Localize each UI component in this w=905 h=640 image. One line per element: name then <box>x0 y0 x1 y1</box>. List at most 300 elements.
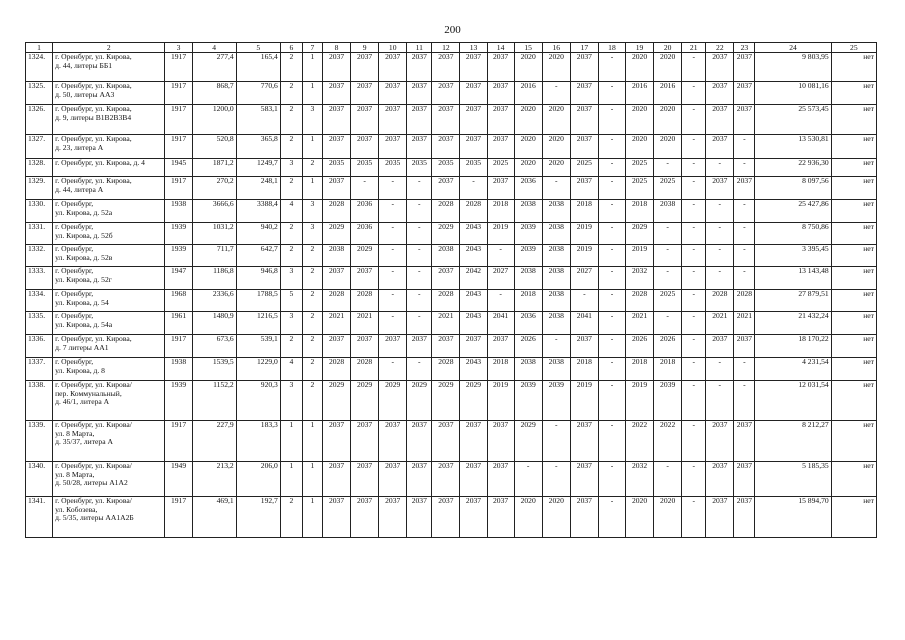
address-cell <box>53 105 165 135</box>
year-cell: - <box>407 267 432 290</box>
living-area-cell: 642,7 <box>236 245 280 267</box>
year-cell: 2020 <box>514 497 542 538</box>
year-cell: 2039 <box>542 381 570 421</box>
address-cell <box>53 381 165 421</box>
year-cell: - <box>514 462 542 497</box>
year-cell: - <box>682 462 706 497</box>
year-cell: 2037 <box>351 82 379 105</box>
address-line: г. Оренбург, ул. Кирова/ <box>55 496 132 505</box>
column-number: 10 <box>379 43 407 53</box>
year-cell: 2037 <box>460 82 487 105</box>
year-cell: - <box>734 358 755 381</box>
year-cell: - <box>407 177 432 200</box>
year-cell: 2037 <box>460 105 487 135</box>
year-cell: 2037 <box>379 135 407 159</box>
year-cell: 2021 <box>706 312 734 335</box>
year-cell: - <box>682 105 706 135</box>
entrances-cell: 1 <box>302 135 322 159</box>
table-row <box>26 290 877 312</box>
year-cell: 2018 <box>514 290 542 312</box>
year-cell: - <box>682 312 706 335</box>
year-cell: 2038 <box>542 312 570 335</box>
year-cell: 2037 <box>570 462 598 497</box>
living-area-cell: 248,1 <box>236 177 280 200</box>
address-cell <box>53 358 165 381</box>
year-cell: - <box>682 358 706 381</box>
year-cell: - <box>542 421 570 462</box>
year-cell: 2020 <box>654 53 682 82</box>
year-built-cell: 1917 <box>165 135 192 159</box>
year-cell: 2018 <box>487 358 514 381</box>
year-cell: - <box>598 421 625 462</box>
year-cell: 2020 <box>654 105 682 135</box>
year-cell: - <box>598 200 625 223</box>
year-cell: 2029 <box>460 381 487 421</box>
address-line: г. Оренбург, ул. Кирова, <box>55 334 132 343</box>
year-cell: - <box>706 381 734 421</box>
row-number-cell: 1338. <box>26 381 53 421</box>
cost-cell: 9 803,95 <box>755 53 831 82</box>
year-cell: 2020 <box>514 53 542 82</box>
year-cell: 2025 <box>654 177 682 200</box>
year-cell: 2037 <box>322 267 350 290</box>
year-cell: 2037 <box>706 82 734 105</box>
year-cell: 2037 <box>351 53 379 82</box>
floors-cell: 3 <box>280 381 302 421</box>
year-cell: 2037 <box>322 421 350 462</box>
year-cell: 2037 <box>460 335 487 358</box>
year-cell: 2037 <box>407 53 432 82</box>
year-cell: 2037 <box>432 462 460 497</box>
year-cell: 2029 <box>379 381 407 421</box>
year-cell: - <box>654 245 682 267</box>
cost-cell: 25 573,45 <box>755 105 831 135</box>
year-built-cell: 1949 <box>165 462 192 497</box>
flag-cell: нет <box>831 200 876 223</box>
entrances-cell: 1 <box>302 82 322 105</box>
year-cell: 2037 <box>487 462 514 497</box>
year-cell: 2035 <box>379 159 407 177</box>
year-cell: - <box>682 53 706 82</box>
year-cell: 2037 <box>351 105 379 135</box>
year-cell: 2037 <box>322 462 350 497</box>
living-area-cell: 583,1 <box>236 105 280 135</box>
year-cell: 2035 <box>407 159 432 177</box>
floors-cell: 2 <box>280 335 302 358</box>
year-built-cell: 1917 <box>165 53 192 82</box>
year-cell: - <box>682 421 706 462</box>
year-cell: - <box>682 223 706 245</box>
row-number-cell: 1333. <box>26 267 53 290</box>
year-cell: - <box>598 223 625 245</box>
year-cell: 2018 <box>487 200 514 223</box>
year-cell: 2037 <box>487 421 514 462</box>
year-cell: - <box>706 200 734 223</box>
year-cell: 2037 <box>432 177 460 200</box>
living-area-cell: 946,8 <box>236 267 280 290</box>
year-cell: 2025 <box>487 159 514 177</box>
address-line: д. 44, литера А <box>55 184 104 194</box>
year-cell: 2037 <box>460 135 487 159</box>
total-area-cell: 1200,0 <box>192 105 236 135</box>
table-row <box>26 267 877 290</box>
entrances-cell: 3 <box>302 105 322 135</box>
year-cell: - <box>487 290 514 312</box>
row-number-cell: 1326. <box>26 105 53 135</box>
total-area-cell: 2336,6 <box>192 290 236 312</box>
address-line: г. Оренбург, ул. Кирова, д. 4 <box>55 158 145 167</box>
entrances-cell: 1 <box>302 497 322 538</box>
living-area-cell: 1249,7 <box>236 159 280 177</box>
year-cell: 2042 <box>460 267 487 290</box>
year-cell: - <box>734 245 755 267</box>
table-row <box>26 82 877 105</box>
year-cell: 2019 <box>570 381 598 421</box>
address-line: ул. Кирова, д. 54 <box>55 297 109 307</box>
flag-cell: нет <box>831 223 876 245</box>
year-cell: 2043 <box>460 312 487 335</box>
year-cell: 2037 <box>351 267 379 290</box>
year-cell: - <box>682 245 706 267</box>
year-cell: 2043 <box>460 223 487 245</box>
year-cell: 2035 <box>432 159 460 177</box>
year-cell: 2025 <box>570 159 598 177</box>
row-number-cell: 1340. <box>26 462 53 497</box>
year-cell: 2037 <box>706 177 734 200</box>
year-cell: 2037 <box>487 82 514 105</box>
year-cell: - <box>542 335 570 358</box>
column-number: 12 <box>432 43 460 53</box>
living-area-cell: 539,1 <box>236 335 280 358</box>
address-line: г. Оренбург, ул. Кирова/ <box>55 420 132 429</box>
year-cell: - <box>351 177 379 200</box>
year-cell: - <box>542 177 570 200</box>
floors-cell: 2 <box>280 177 302 200</box>
year-cell: 2037 <box>432 135 460 159</box>
floors-cell: 1 <box>280 421 302 462</box>
year-cell: 2029 <box>351 245 379 267</box>
year-built-cell: 1947 <box>165 267 192 290</box>
column-number: 19 <box>626 43 654 53</box>
address-line: ул. Кобозева, <box>55 504 98 514</box>
year-cell: 2028 <box>626 290 654 312</box>
flag-cell: нет <box>831 82 876 105</box>
address-cell <box>53 497 165 538</box>
column-number: 11 <box>407 43 432 53</box>
address-cell <box>53 223 165 245</box>
cost-cell: 22 936,30 <box>755 159 831 177</box>
address-line: д. 46/1, литера А <box>55 397 110 407</box>
cost-cell: 8 097,56 <box>755 177 831 200</box>
year-cell: - <box>407 312 432 335</box>
year-cell: 2037 <box>706 421 734 462</box>
address-line: ул. Кирова, д. 52г <box>55 274 112 284</box>
row-number-cell: 1334. <box>26 290 53 312</box>
year-cell: - <box>598 177 625 200</box>
year-cell: 2037 <box>379 421 407 462</box>
floors-cell: 2 <box>280 223 302 245</box>
table-row <box>26 159 877 177</box>
year-cell: 2043 <box>460 290 487 312</box>
table-row <box>26 177 877 200</box>
year-cell: - <box>542 462 570 497</box>
year-cell: 2020 <box>626 135 654 159</box>
column-number: 2 <box>53 43 165 53</box>
row-number-cell: 1329. <box>26 177 53 200</box>
year-cell: - <box>734 200 755 223</box>
address-line: ул. Кирова, д. 52в <box>55 252 113 262</box>
year-cell: 2039 <box>514 223 542 245</box>
entrances-cell: 2 <box>302 358 322 381</box>
year-cell: 2037 <box>570 82 598 105</box>
year-cell: 2018 <box>626 358 654 381</box>
year-cell: - <box>682 177 706 200</box>
year-cell: - <box>598 245 625 267</box>
address-line: г. Оренбург, ул. Кирова/ <box>55 461 132 470</box>
year-cell: 2037 <box>351 135 379 159</box>
address-cell <box>53 462 165 497</box>
year-cell: 2028 <box>322 290 350 312</box>
year-cell: - <box>682 135 706 159</box>
year-cell: - <box>598 497 625 538</box>
year-cell: 2035 <box>322 159 350 177</box>
year-cell: - <box>542 82 570 105</box>
flag-cell: нет <box>831 290 876 312</box>
row-number-cell: 1330. <box>26 200 53 223</box>
address-cell <box>53 159 165 177</box>
address-cell <box>53 135 165 159</box>
year-cell: 2029 <box>432 223 460 245</box>
column-number: 14 <box>487 43 514 53</box>
total-area-cell: 1480,9 <box>192 312 236 335</box>
year-cell: 2037 <box>351 462 379 497</box>
year-cell: 2019 <box>626 381 654 421</box>
year-cell: 2038 <box>514 358 542 381</box>
year-cell: 2038 <box>432 245 460 267</box>
year-cell: 2021 <box>432 312 460 335</box>
year-cell: - <box>682 497 706 538</box>
address-cell <box>53 53 165 82</box>
year-cell: - <box>407 200 432 223</box>
year-cell: 2028 <box>706 290 734 312</box>
column-number: 17 <box>570 43 598 53</box>
year-built-cell: 1917 <box>165 177 192 200</box>
year-cell: 2038 <box>542 245 570 267</box>
year-cell: 2037 <box>734 421 755 462</box>
page-number: 200 <box>444 24 461 36</box>
row-number-cell: 1325. <box>26 82 53 105</box>
year-cell: - <box>379 200 407 223</box>
year-cell: 2029 <box>514 421 542 462</box>
year-cell: - <box>706 245 734 267</box>
year-cell: 2038 <box>654 200 682 223</box>
year-cell: - <box>598 312 625 335</box>
year-cell: 2037 <box>487 177 514 200</box>
year-cell: 2016 <box>626 82 654 105</box>
floors-cell: 2 <box>280 105 302 135</box>
column-number: 25 <box>831 43 876 53</box>
flag-cell: нет <box>831 267 876 290</box>
living-area-cell: 165,4 <box>236 53 280 82</box>
address-line: д. 23, литера А <box>55 142 104 152</box>
year-cell: 2037 <box>734 497 755 538</box>
year-cell: - <box>598 267 625 290</box>
floors-cell: 1 <box>280 462 302 497</box>
year-cell: 2026 <box>654 335 682 358</box>
year-cell: - <box>570 290 598 312</box>
entrances-cell: 1 <box>302 421 322 462</box>
year-cell: 2037 <box>379 497 407 538</box>
flag-cell: нет <box>831 312 876 335</box>
address-line: г. Оренбург, ул. Кирова, <box>55 81 132 90</box>
year-cell: 2029 <box>432 381 460 421</box>
address-cell <box>53 290 165 312</box>
year-cell: 2037 <box>432 53 460 82</box>
address-cell <box>53 421 165 462</box>
year-cell: 2037 <box>570 177 598 200</box>
floors-cell: 3 <box>280 312 302 335</box>
address-line: ул. 8 Марта, <box>55 469 95 479</box>
year-cell: - <box>706 267 734 290</box>
year-cell: 2037 <box>407 497 432 538</box>
column-number: 22 <box>706 43 734 53</box>
column-number: 16 <box>542 43 570 53</box>
year-cell: - <box>734 381 755 421</box>
living-area-cell: 183,3 <box>236 421 280 462</box>
year-cell: 2027 <box>570 267 598 290</box>
entrances-cell: 3 <box>302 200 322 223</box>
table-row <box>26 358 877 381</box>
year-cell: 2020 <box>542 105 570 135</box>
entrances-cell: 2 <box>302 290 322 312</box>
year-cell: 2028 <box>460 200 487 223</box>
flag-cell: нет <box>831 421 876 462</box>
year-cell: 2037 <box>487 335 514 358</box>
flag-cell: нет <box>831 335 876 358</box>
year-cell: 2035 <box>460 159 487 177</box>
row-number-cell: 1327. <box>26 135 53 159</box>
address-cell <box>53 245 165 267</box>
address-line: г. Оренбург, ул. Кирова, <box>55 104 132 113</box>
living-area-cell: 1216,5 <box>236 312 280 335</box>
year-cell: - <box>654 223 682 245</box>
year-cell: 2037 <box>570 135 598 159</box>
year-cell: 2038 <box>542 290 570 312</box>
year-cell: 2039 <box>654 381 682 421</box>
year-cell: 2019 <box>570 245 598 267</box>
total-area-cell: 1152,2 <box>192 381 236 421</box>
year-cell: 2020 <box>626 105 654 135</box>
year-cell: - <box>379 245 407 267</box>
year-built-cell: 1938 <box>165 358 192 381</box>
year-cell: 2037 <box>487 53 514 82</box>
year-cell: 2019 <box>487 223 514 245</box>
year-cell: 2037 <box>407 335 432 358</box>
year-cell: 2039 <box>514 245 542 267</box>
year-cell: 2037 <box>460 53 487 82</box>
row-number-cell: 1337. <box>26 358 53 381</box>
year-cell: - <box>682 200 706 223</box>
address-line: пер. Коммунальный, <box>55 388 122 398</box>
address-cell <box>53 267 165 290</box>
row-number-cell: 1336. <box>26 335 53 358</box>
row-number-cell: 1324. <box>26 53 53 82</box>
flag-cell: нет <box>831 358 876 381</box>
year-built-cell: 1917 <box>165 105 192 135</box>
year-cell: 2037 <box>407 421 432 462</box>
year-cell: 2029 <box>351 381 379 421</box>
year-cell: - <box>379 223 407 245</box>
total-area-cell: 277,4 <box>192 53 236 82</box>
year-built-cell: 1968 <box>165 290 192 312</box>
year-cell: - <box>379 290 407 312</box>
year-cell: 2037 <box>570 335 598 358</box>
year-cell: 2037 <box>322 105 350 135</box>
column-number: 18 <box>598 43 625 53</box>
year-cell: - <box>654 312 682 335</box>
entrances-cell: 1 <box>302 53 322 82</box>
year-cell: 2038 <box>514 200 542 223</box>
floors-cell: 2 <box>280 245 302 267</box>
year-cell: - <box>654 462 682 497</box>
floors-cell: 2 <box>280 53 302 82</box>
cost-cell: 18 170,22 <box>755 335 831 358</box>
column-number: 21 <box>682 43 706 53</box>
year-cell: 2020 <box>514 159 542 177</box>
year-cell: - <box>682 335 706 358</box>
year-cell: - <box>598 462 625 497</box>
total-area-cell: 1031,2 <box>192 223 236 245</box>
year-cell: 2026 <box>626 335 654 358</box>
year-cell: 2020 <box>514 135 542 159</box>
column-number: 13 <box>460 43 487 53</box>
year-cell: 2037 <box>322 53 350 82</box>
address-cell <box>53 177 165 200</box>
year-cell: 2037 <box>379 462 407 497</box>
year-cell: - <box>379 267 407 290</box>
address-line: ул. Кирова, д. 8 <box>55 365 105 375</box>
row-number-cell: 1331. <box>26 223 53 245</box>
year-built-cell: 1961 <box>165 312 192 335</box>
year-cell: 2016 <box>514 82 542 105</box>
year-cell: 2028 <box>734 290 755 312</box>
cost-cell: 12 031,54 <box>755 381 831 421</box>
address-line: ул. Кирова, д. 52б <box>55 230 113 240</box>
year-cell: 2037 <box>432 335 460 358</box>
year-cell: - <box>598 290 625 312</box>
year-cell: 2037 <box>379 53 407 82</box>
year-cell: 2026 <box>514 335 542 358</box>
year-cell: 2028 <box>322 200 350 223</box>
column-number: 7 <box>302 43 322 53</box>
table-row <box>26 381 877 421</box>
table-row <box>26 53 877 82</box>
year-cell: 2037 <box>706 135 734 159</box>
year-cell: 2028 <box>322 358 350 381</box>
year-cell: - <box>487 245 514 267</box>
living-area-cell: 940,2 <box>236 223 280 245</box>
year-cell: 2037 <box>706 105 734 135</box>
year-cell: - <box>407 290 432 312</box>
living-area-cell: 192,7 <box>236 497 280 538</box>
year-cell: 2037 <box>322 335 350 358</box>
year-cell: - <box>407 358 432 381</box>
flag-cell: нет <box>831 462 876 497</box>
floors-cell: 4 <box>280 200 302 223</box>
year-cell: 2037 <box>706 462 734 497</box>
year-cell: 2020 <box>654 497 682 538</box>
column-number: 24 <box>755 43 831 53</box>
